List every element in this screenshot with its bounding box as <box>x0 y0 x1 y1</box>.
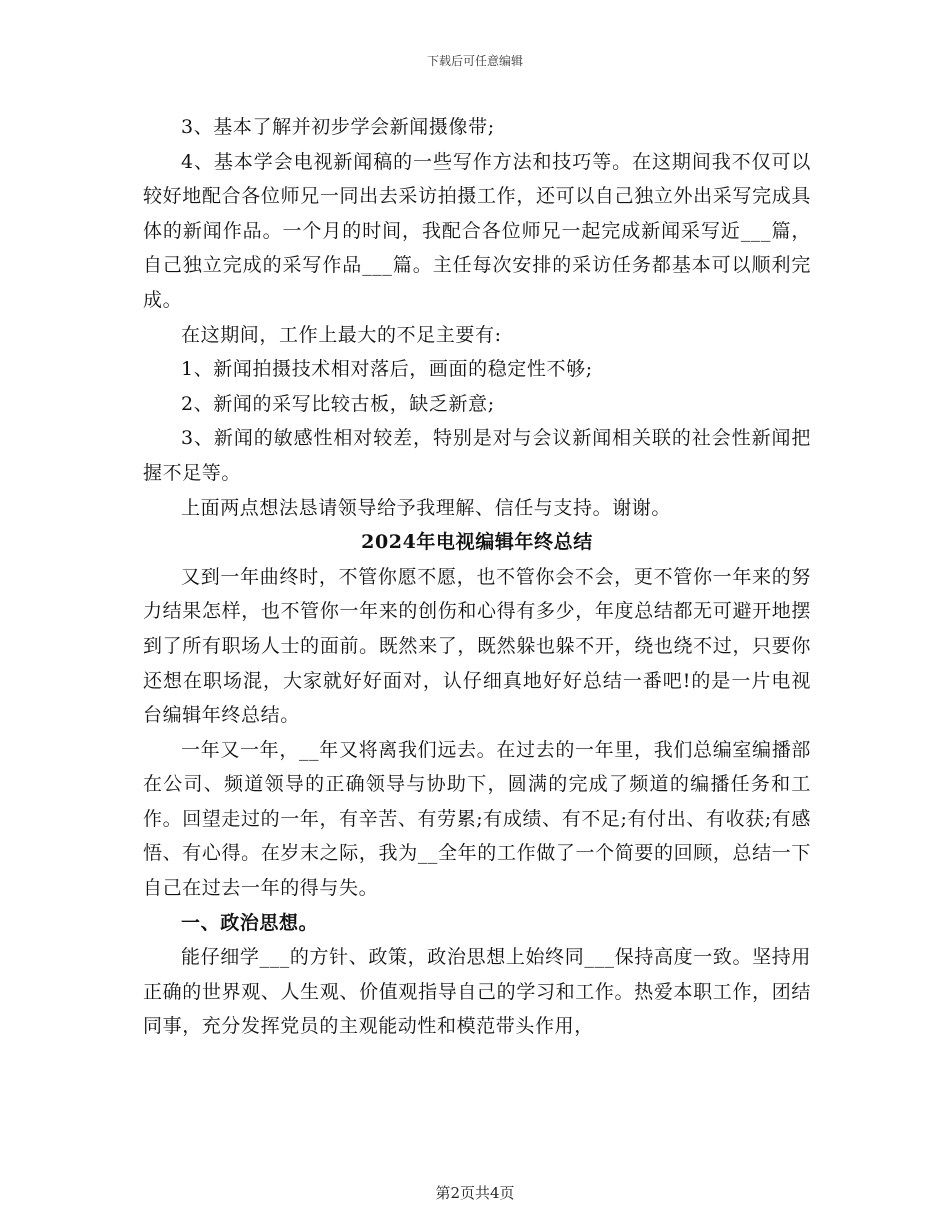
page-header: 下载后可任意编辑 <box>426 54 523 68</box>
paragraph: 3、基本了解并初步学会新闻摄像带; <box>181 116 495 138</box>
paragraph: 2、新闻的采写比较古板，缺乏新意; <box>181 392 495 415</box>
page-footer: 第2页共4页 <box>435 1184 515 1202</box>
paragraph: 一年又一年，__年又将离我们远去。在过去的一年里，我们总编室编播部在公司、频道领导的正确领导与协助下，圆满的完成了频道的编播任务和工作。回望走过的一年，有辛苦、有劳累;有成绩、有不足;有付出、有收获;有感悟、有心得。在岁末之际，我为__全年的工作做了一个简要的回顾，总结一下自己在过去一年的得与失。 <box>143 738 811 900</box>
section-heading: 一、政治思想。 <box>181 911 319 934</box>
paragraph: 又到一年曲终时，不管你愿不愿，也不管你会不会，更不管你一年来的努力结果怎样，也不管你一年来的创伤和心得有多少，年度总结都无可避开地摆到了所有职场人士的面前。既然来了，既然躲也躲不开，绕也绕不过，只要你还想在职场混，大家就好好面对，认仔细真地好好总结一番吧!的是一片电视台编辑年终总结。 <box>143 565 811 727</box>
paragraph: 上面两点想法恳请领导给予我理解、信任与支持。谢谢。 <box>181 496 672 519</box>
paragraph: 在这期间，工作上最大的不足主要有: <box>181 323 502 346</box>
paragraph: 1、新闻拍摄技术相对落后，画面的稳定性不够; <box>181 358 593 381</box>
paragraph: 4、基本学会电视新闻稿的一些写作方法和技巧等。在这期间我不仅可以较好地配合各位师兄一同出去采访拍摄工作，还可以自己独立外出采写完成具体的新闻作品。一个月的时间，我配合各位师兄一起完成新闻采写近___篇，自己独立完成的采写作品___篇。主任每次安排的采访任务都基本可以顺利完成。 <box>143 150 811 311</box>
paragraph: 能仔细学___的方针、政策，政治思想上始终同___保持高度一致。坚持用正确的世界观、人生观、价值观指导自己的学习和工作。热爱本职工作，团结同事，充分发挥党员的主观能动性和模范带头作用， <box>143 946 811 1038</box>
document-body <box>143 110 811 1044</box>
paragraph: 3、新闻的敏感性相对较差，特别是对与会议新闻相关联的社会性新闻把握不足等。 <box>143 427 811 484</box>
document-title: 2024年电视编辑年终总结 <box>361 531 593 554</box>
